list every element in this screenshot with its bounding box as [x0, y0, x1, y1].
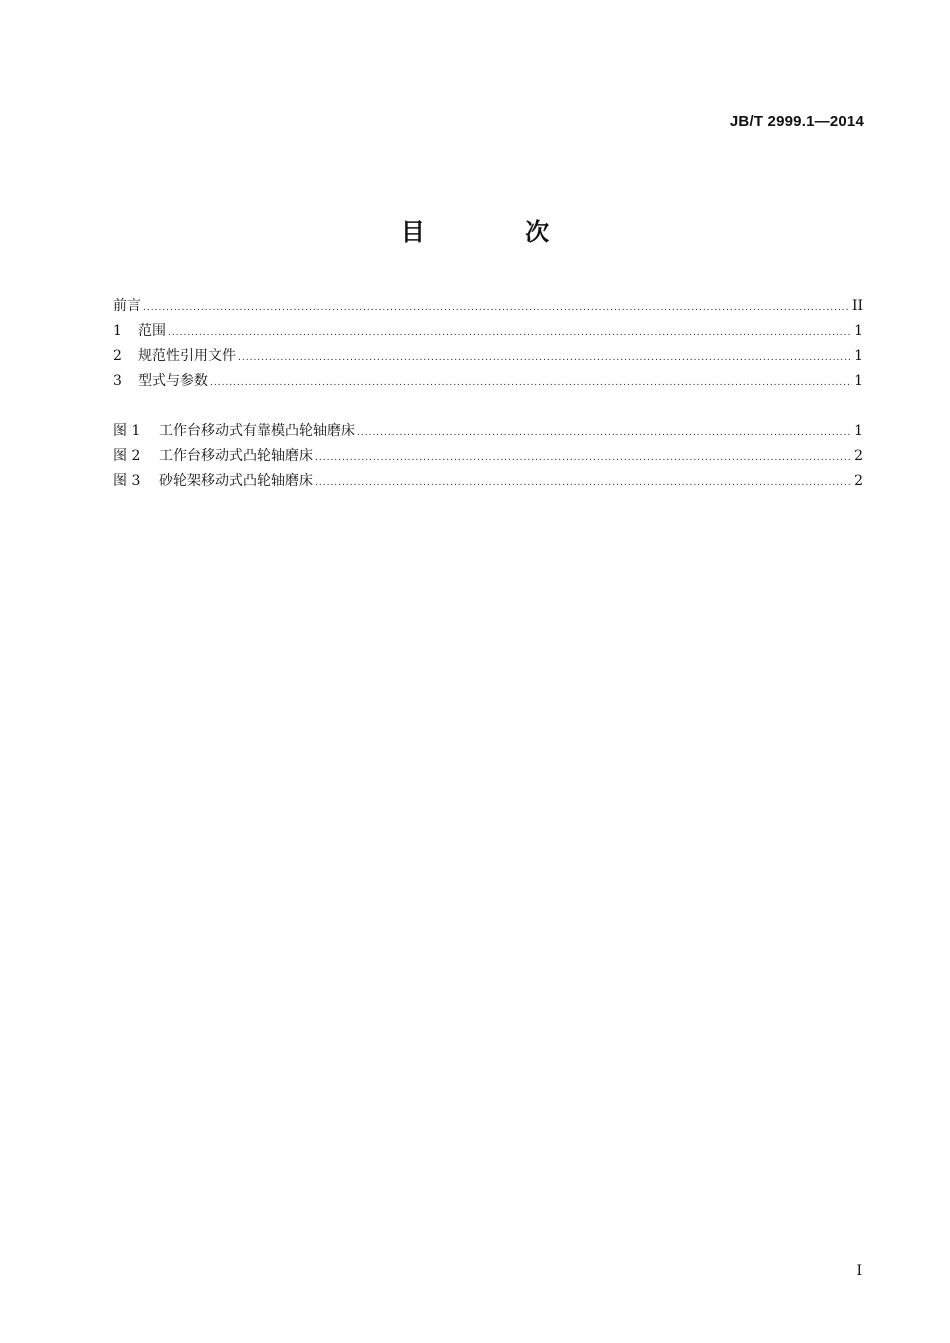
toc-figure-1[interactable]: [113, 419, 863, 444]
toc-entry-page: 1: [854, 373, 863, 389]
toc-entry-text: 规范性引用文件: [138, 348, 236, 364]
toc-figure-page: 2: [854, 473, 863, 489]
toc-figure-number: 图 2: [113, 448, 141, 464]
toc-entry-page: 1: [854, 323, 863, 339]
toc-leader-dots: [143, 296, 850, 321]
toc-figure-text: 工作台移动式有靠模凸轮轴磨床: [159, 423, 355, 439]
toc-entries: [113, 294, 863, 394]
toc-figure-page: 2: [854, 448, 863, 464]
toc-entry-scope[interactable]: [113, 319, 863, 344]
toc-leader-dots: [168, 321, 852, 346]
toc-figure-number: 图 3: [113, 473, 141, 489]
toc-figure-3[interactable]: [113, 469, 863, 494]
toc-figure-text: 工作台移动式凸轮轴磨床: [159, 448, 313, 464]
toc-entry-number: 3: [113, 373, 122, 389]
toc-entry-normative-references[interactable]: [113, 344, 863, 369]
toc-entry-page: II: [851, 298, 863, 314]
toc-entry-number: 1: [113, 323, 122, 339]
toc-figures: [113, 419, 863, 494]
page-number: I: [856, 1263, 862, 1279]
toc-figure-page: 1: [854, 423, 863, 439]
toc-entry-number: 2: [113, 348, 122, 364]
toc-entry-page: 1: [854, 348, 863, 364]
toc-leader-dots: [238, 346, 852, 371]
standard-code: JB/T 2999.1—2014: [729, 113, 864, 130]
toc-entry-preface[interactable]: [113, 294, 863, 319]
toc-leader-dots: [210, 371, 852, 396]
toc-figure-number: 图 1: [113, 423, 141, 439]
toc-entry-text: 前言: [113, 298, 141, 314]
toc-entry-text: 型式与参数: [138, 373, 208, 389]
toc-title: 目 次: [400, 218, 596, 246]
toc-leader-dots: [315, 471, 852, 496]
toc-figure-2[interactable]: [113, 444, 863, 469]
toc-leader-dots: [357, 421, 852, 446]
toc-entry-types-parameters[interactable]: [113, 369, 863, 394]
toc-figure-text: 砂轮架移动式凸轮轴磨床: [159, 473, 313, 489]
toc-leader-dots: [315, 446, 852, 471]
toc-entry-text: 范围: [138, 323, 166, 339]
